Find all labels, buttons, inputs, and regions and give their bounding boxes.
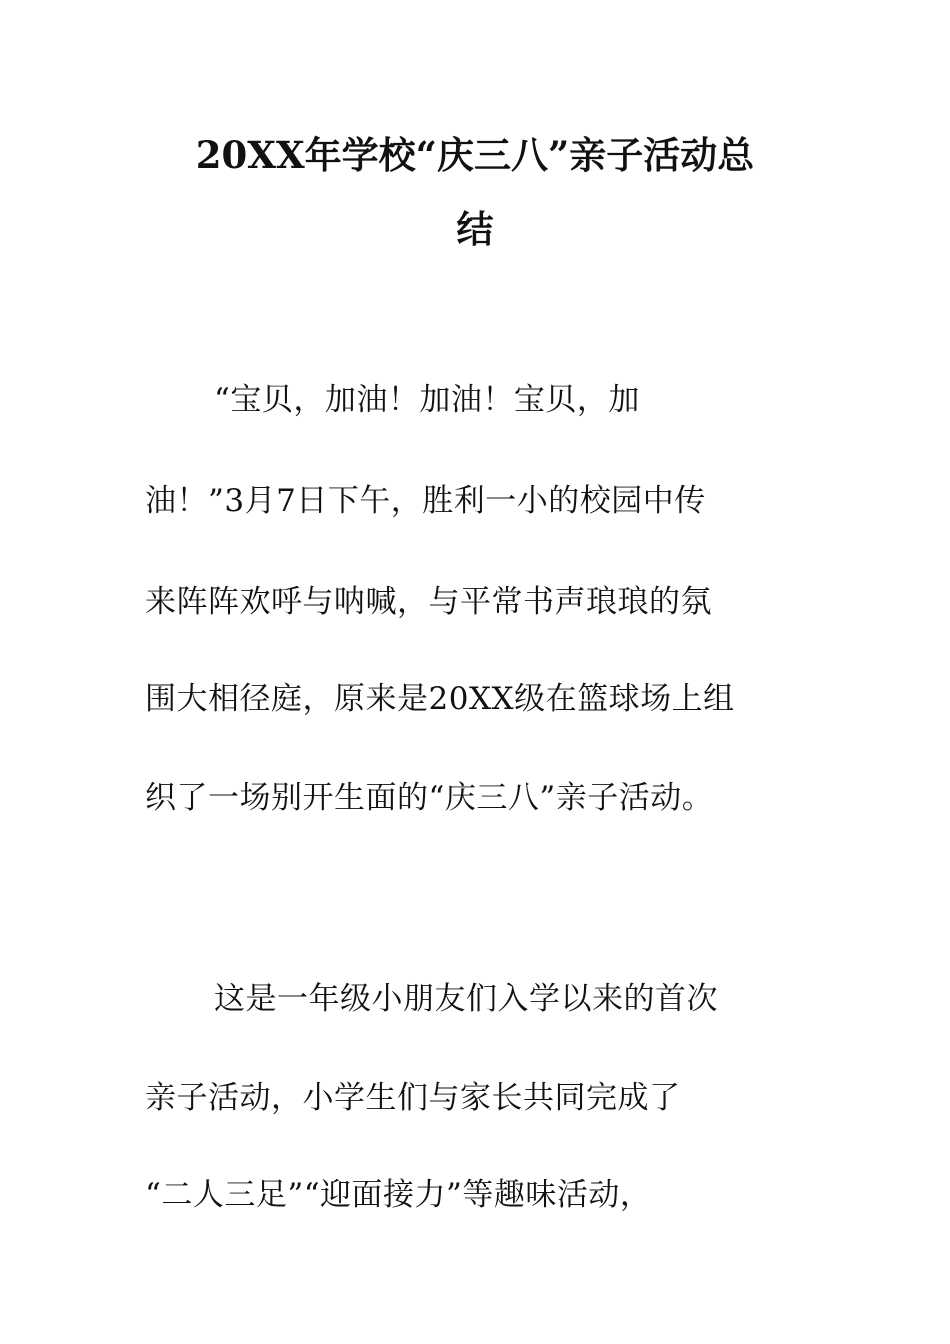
paragraph-2-line-3: “二人三足”“迎面接力”等趣味活动， <box>145 1177 652 1213</box>
paragraph-1-line-4: 围大相径庭，原来是20XX级在篮球场上组 <box>145 681 735 717</box>
paragraph-1-line-5: 织了一场别开生面的“庆三八”亲子活动。 <box>145 780 714 816</box>
paragraph-1-line-3: 来阵阵欢呼与呐喊，与平常书声琅琅的氛 <box>145 584 712 620</box>
document-title-line-1: 20XX年学校“庆三八”亲子活动总 <box>195 133 755 177</box>
paragraph-2-line-1: 这是一年级小朋友们入学以来的首次 <box>214 981 718 1017</box>
paragraph-1-line-2: 油！”3月7日下午，胜利一小的校园中传 <box>145 483 706 519</box>
document-title-line-2: 结 <box>456 207 494 251</box>
paragraph-1-line-1: “宝贝，加油！加油！宝贝，加 <box>214 382 640 418</box>
paragraph-2-line-2: 亲子活动，小学生们与家长共同完成了 <box>145 1080 681 1116</box>
